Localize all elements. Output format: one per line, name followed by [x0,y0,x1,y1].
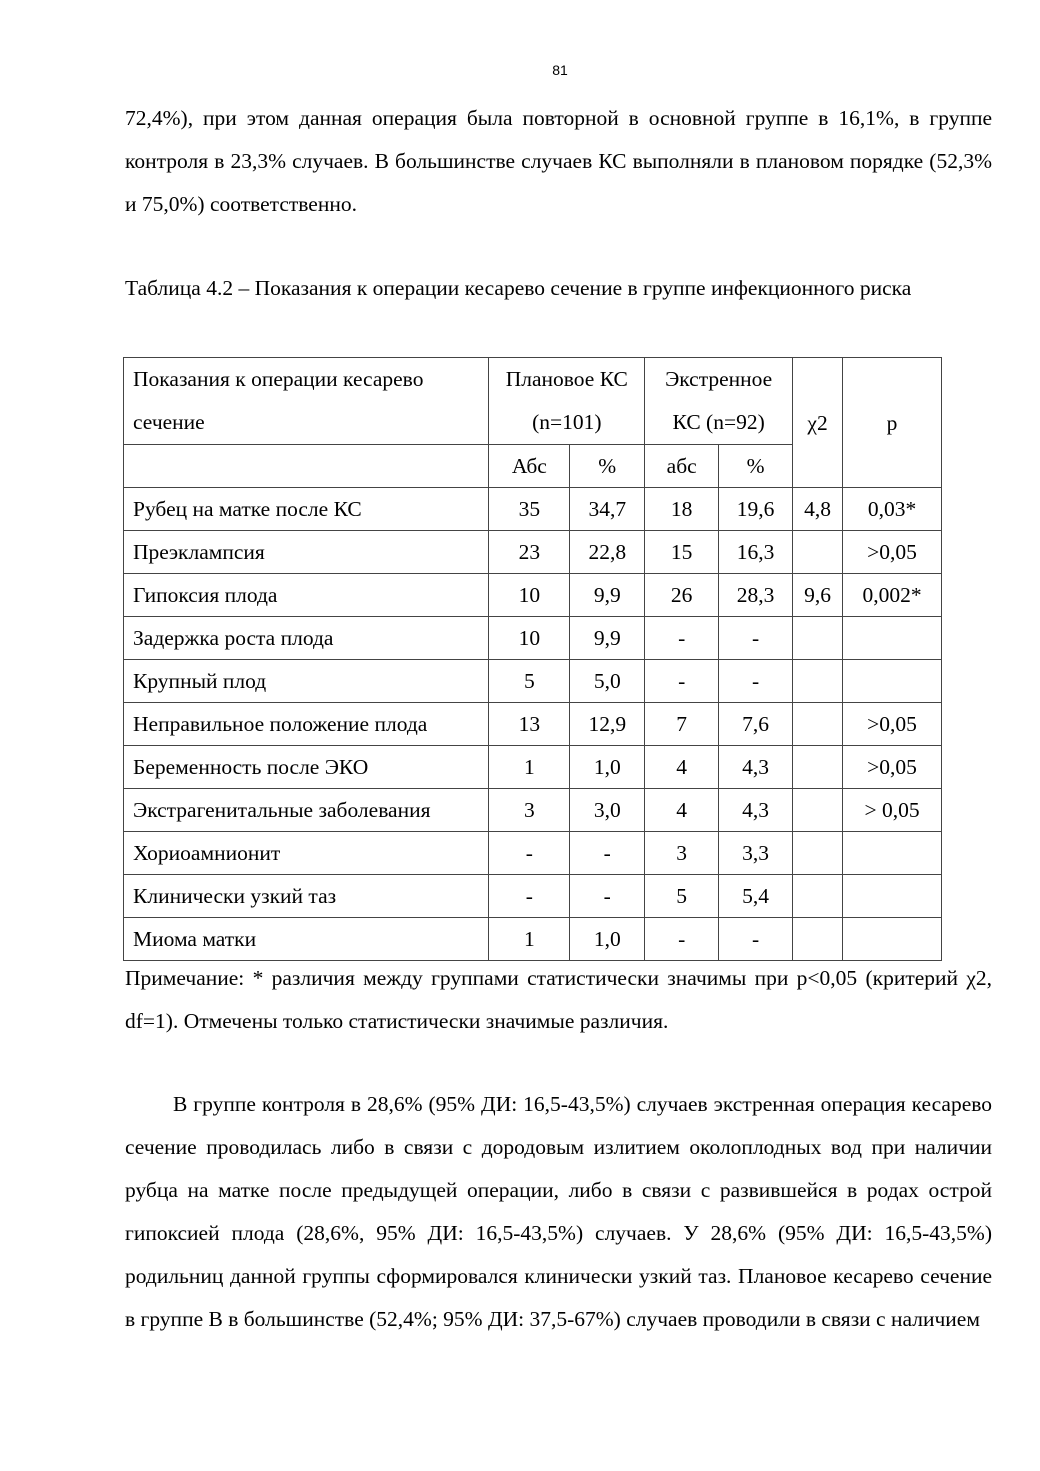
row-planned-pct: 12,9 [570,703,645,746]
table-row [124,746,942,789]
table-row [124,531,942,574]
row-emergency-pct: - [719,918,793,961]
row-planned-pct: 1,0 [570,746,645,789]
row-p-value [843,832,942,875]
row-chi2 [793,703,843,746]
row-chi2: 9,6 [793,574,843,617]
header-pct-planned: % [570,445,645,488]
row-p-value: > 0,05 [843,789,942,832]
row-planned-pct: 22,8 [570,531,645,574]
row-indication: Экстрагенитальные заболевания [124,789,489,832]
row-emergency-pct: 5,4 [719,875,793,918]
header-planned-cs: Плановое КС (n=101) [489,358,645,445]
row-emergency-pct: 7,6 [719,703,793,746]
table-note: Примечание: * различия между группами статистически значимы при р<0,05 (критерий χ2, df=1). Отмечены только статистически значимые различия. [125,966,992,1033]
row-p-value [843,875,942,918]
header-indication-cont [124,445,489,488]
table-row [124,918,942,961]
row-indication: Клинически узкий таз [124,875,489,918]
paragraph-bottom: В группе контроля в 28,6% (95% ДИ: 16,5-43,5%) случаев экстренная операция кесарево сечение проводилась либо в связи с дородовым излитием околоплодных вод при наличии рубца на матке после предыдущей операции, либо в связи с развившейся в родах острой гипоксией плода (28,6%, 95% ДИ: 16,5-43,5%) случаев. У 28,6% (95% ДИ: 16,5-43,5%) родильниц данной группы сформировался клинически узкий таз. Плановое кесарево сечение в группе В в большинстве (52,4%; 95% ДИ: 37,5-67%) случаев проводили в связи с наличием [125,1092,992,1331]
row-p-value: 0,002* [843,574,942,617]
row-emergency-abs: 5 [645,875,719,918]
row-chi2: 4,8 [793,488,843,531]
table-row [124,832,942,875]
header-abs-planned: Абс [489,445,570,488]
row-emergency-pct: - [719,660,793,703]
row-p-value: >0,05 [843,746,942,789]
row-planned-pct: 5,0 [570,660,645,703]
row-indication: Хориоамнионит [124,832,489,875]
header-indication: Показания к операции кесарево сечение [124,358,489,445]
row-p-value [843,660,942,703]
header-emergency-cs: Экстренное КС (n=92) [645,358,793,445]
row-chi2 [793,531,843,574]
row-emergency-pct: 3,3 [719,832,793,875]
row-planned-pct: 34,7 [570,488,645,531]
row-indication: Миома матки [124,918,489,961]
row-planned-pct: 9,9 [570,617,645,660]
row-planned-abs: 3 [489,789,570,832]
row-emergency-pct: 28,3 [719,574,793,617]
row-indication: Гипоксия плода [124,574,489,617]
row-chi2 [793,660,843,703]
row-emergency-pct: 4,3 [719,789,793,832]
row-indication: Задержка роста плода [124,617,489,660]
table-row [124,617,942,660]
row-indication: Неправильное положение плода [124,703,489,746]
row-planned-abs: 1 [489,918,570,961]
row-emergency-pct: - [719,617,793,660]
row-planned-abs: 5 [489,660,570,703]
row-p-value: >0,05 [843,703,942,746]
row-planned-abs: 13 [489,703,570,746]
row-planned-abs: 1 [489,746,570,789]
page-number: 81 [552,62,568,78]
row-planned-pct: - [570,875,645,918]
row-emergency-abs: 15 [645,531,719,574]
header-pct-emergency: % [719,445,793,488]
header-chi2: χ2 [793,358,843,488]
row-indication: Преэклампсия [124,531,489,574]
row-p-value: >0,05 [843,531,942,574]
table-row [124,660,942,703]
row-indication: Крупный плод [124,660,489,703]
row-emergency-abs: 26 [645,574,719,617]
row-planned-abs: 10 [489,574,570,617]
row-p-value [843,918,942,961]
row-indication: Беременность после ЭКО [124,746,489,789]
row-emergency-pct: 4,3 [719,746,793,789]
row-chi2 [793,918,843,961]
paragraph-top: 72,4%), при этом данная операция была повторной в основной группе в 16,1%, в группе контроля в 23,3% случаев. В большинстве случаев КС выполняли в плановом порядке (52,3% и 75,0%) соответственно. [125,106,992,216]
row-planned-abs: - [489,875,570,918]
row-planned-abs: 10 [489,617,570,660]
row-emergency-abs: 4 [645,746,719,789]
table-row [124,574,942,617]
row-chi2 [793,832,843,875]
row-emergency-abs: 4 [645,789,719,832]
indications-table [123,357,942,961]
row-emergency-pct: 19,6 [719,488,793,531]
row-chi2 [793,617,843,660]
row-planned-abs: 35 [489,488,570,531]
row-planned-pct: 3,0 [570,789,645,832]
row-planned-pct: 1,0 [570,918,645,961]
table-row [124,875,942,918]
row-emergency-abs: - [645,918,719,961]
row-p-value [843,617,942,660]
row-chi2 [793,746,843,789]
table-row [124,488,942,531]
table-header-row [124,358,942,445]
header-abs-emergency: абс [645,445,719,488]
table-row [124,789,942,832]
row-emergency-abs: - [645,617,719,660]
row-chi2 [793,875,843,918]
header-p: р [843,358,942,488]
row-emergency-abs: 7 [645,703,719,746]
row-planned-abs: 23 [489,531,570,574]
row-chi2 [793,789,843,832]
row-emergency-abs: 18 [645,488,719,531]
table-caption: Таблица 4.2 – Показания к операции кесарево сечение в группе инфекционного риска [125,276,912,300]
row-planned-pct: - [570,832,645,875]
row-indication: Рубец на матке после КС [124,488,489,531]
row-emergency-abs: - [645,660,719,703]
row-emergency-pct: 16,3 [719,531,793,574]
row-emergency-abs: 3 [645,832,719,875]
table-row [124,703,942,746]
row-p-value: 0,03* [843,488,942,531]
row-planned-pct: 9,9 [570,574,645,617]
row-planned-abs: - [489,832,570,875]
